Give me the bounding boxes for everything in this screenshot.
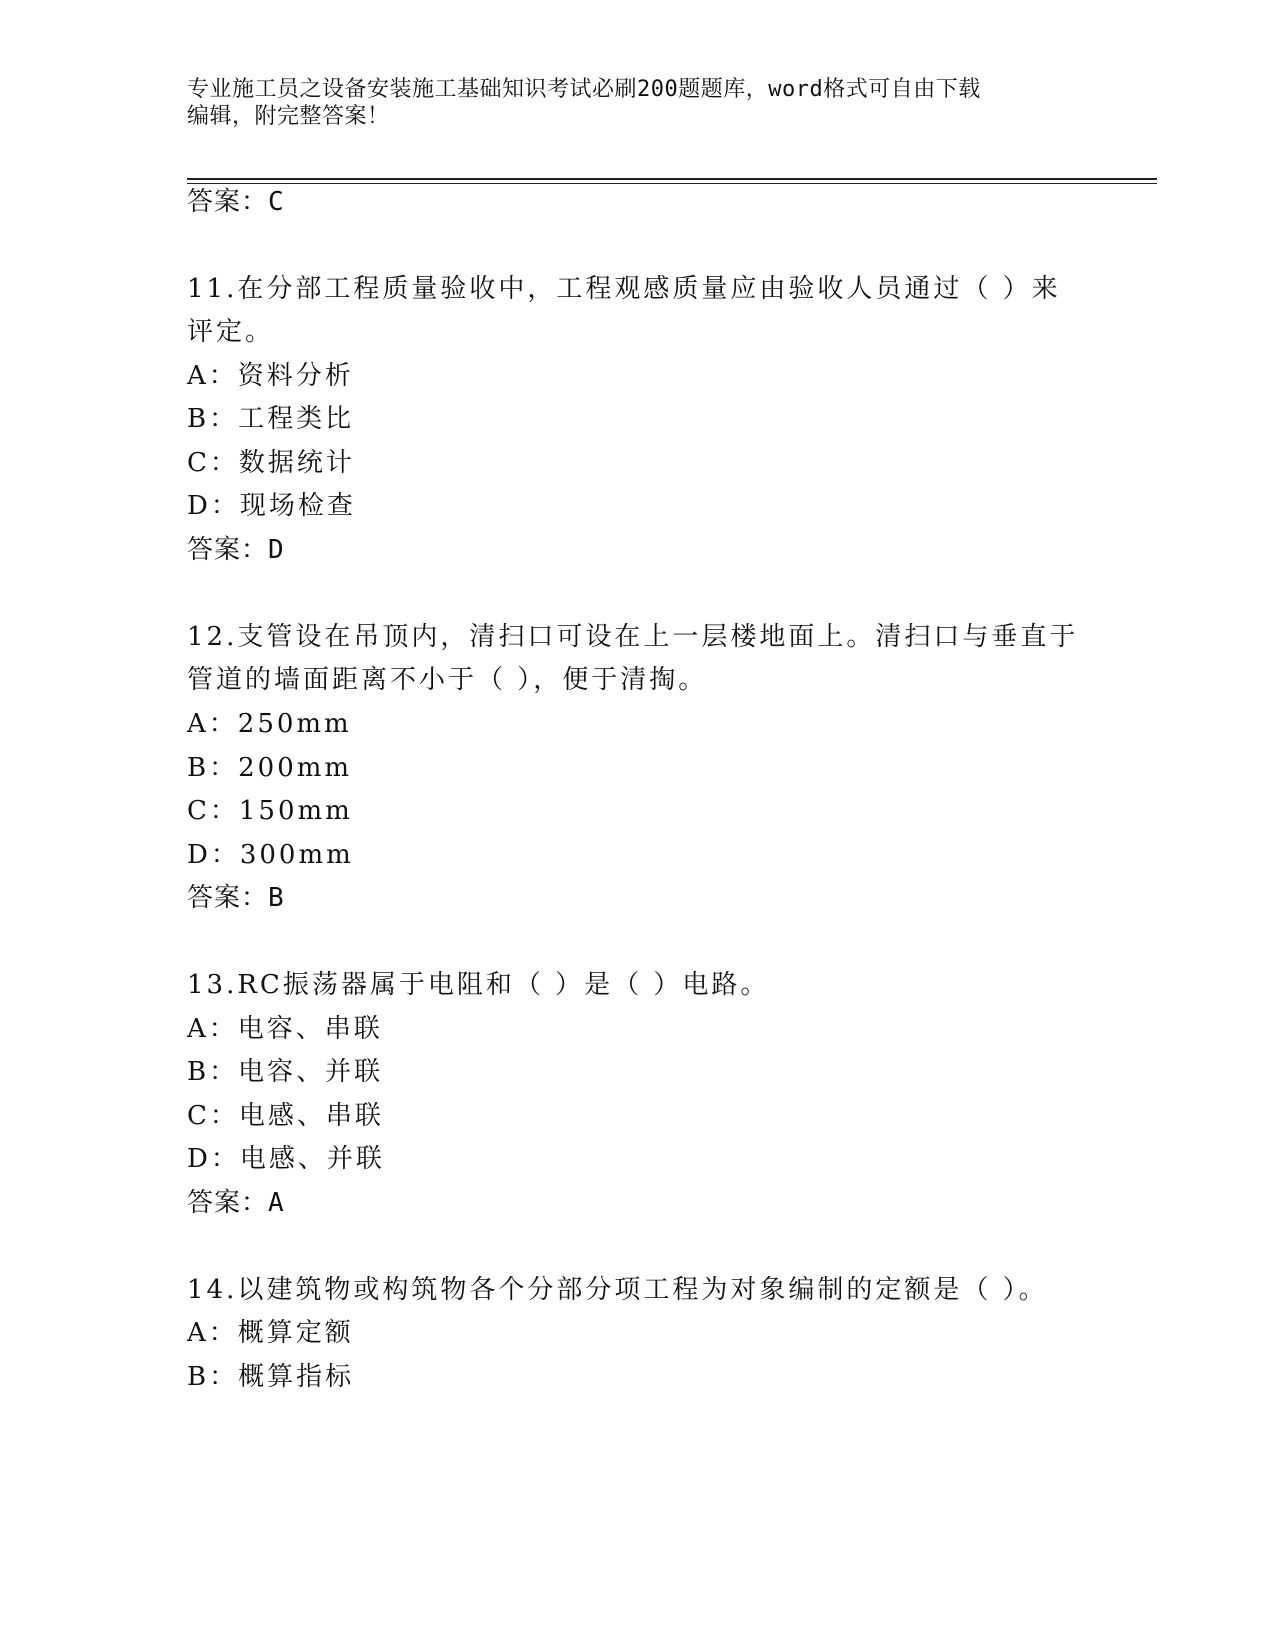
question-13-option-d: D：电感、并联 <box>187 1144 385 1174</box>
question-14-option-a: A：概算定额 <box>187 1318 354 1348</box>
document-page <box>187 0 1157 1650</box>
question-14-text: 14.以建筑物或构筑物各个分部分项工程为对象编制的定额是（ ）。 <box>187 1275 1048 1305</box>
question-14-option-b: B：概算指标 <box>187 1362 355 1392</box>
question-13-text: 13.RC振荡器属于电阻和（ ）是（ ）电路。 <box>187 970 770 1000</box>
header-divider-thick <box>187 178 1157 180</box>
question-13-option-b: B：电容、并联 <box>187 1057 384 1087</box>
question-11-text-line-1: 11.在分部工程质量验收中，工程观感质量应由验收人员通过（ ）来 <box>187 274 1061 304</box>
question-12-text-line-1: 12.支管设在吊顶内，清扫口可设在上一层楼地面上。清扫口与垂直于 <box>187 622 1079 652</box>
question-13-option-a: A：电容、串联 <box>187 1014 383 1044</box>
question-11-option-a: A：资料分析 <box>187 361 354 391</box>
question-12-text-line-2: 管道的墙面距离不小于（ ），便于清掏。 <box>187 665 708 695</box>
question-13-option-c: C：电感、串联 <box>187 1101 384 1131</box>
question-12-option-c: C：150mm <box>187 796 353 826</box>
header-line-2: 编辑，附完整答案！ <box>187 104 390 129</box>
document-header <box>187 76 1067 130</box>
question-12-option-a: A：250mm <box>187 709 352 739</box>
question-11-option-d: D：现场检查 <box>187 491 356 521</box>
question-12-option-b: B：200mm <box>187 753 353 783</box>
question-12-option-d: D：300mm <box>187 840 354 870</box>
question-11-text-line-2: 评定。 <box>187 317 275 347</box>
question-11-option-c: C：数据统计 <box>187 448 355 478</box>
header-line-1: 专业施工员之设备安装施工基础知识考试必刷200题题库，word格式可自由下载 <box>187 77 981 102</box>
question-12-answer: 答案：B <box>187 883 285 913</box>
question-13-answer: 答案：A <box>187 1188 285 1218</box>
answer-previous: 答案：C <box>187 187 285 217</box>
header-divider-thin <box>187 183 1157 184</box>
question-11-option-b: B：工程类比 <box>187 404 355 434</box>
question-11-answer: 答案：D <box>187 535 285 565</box>
